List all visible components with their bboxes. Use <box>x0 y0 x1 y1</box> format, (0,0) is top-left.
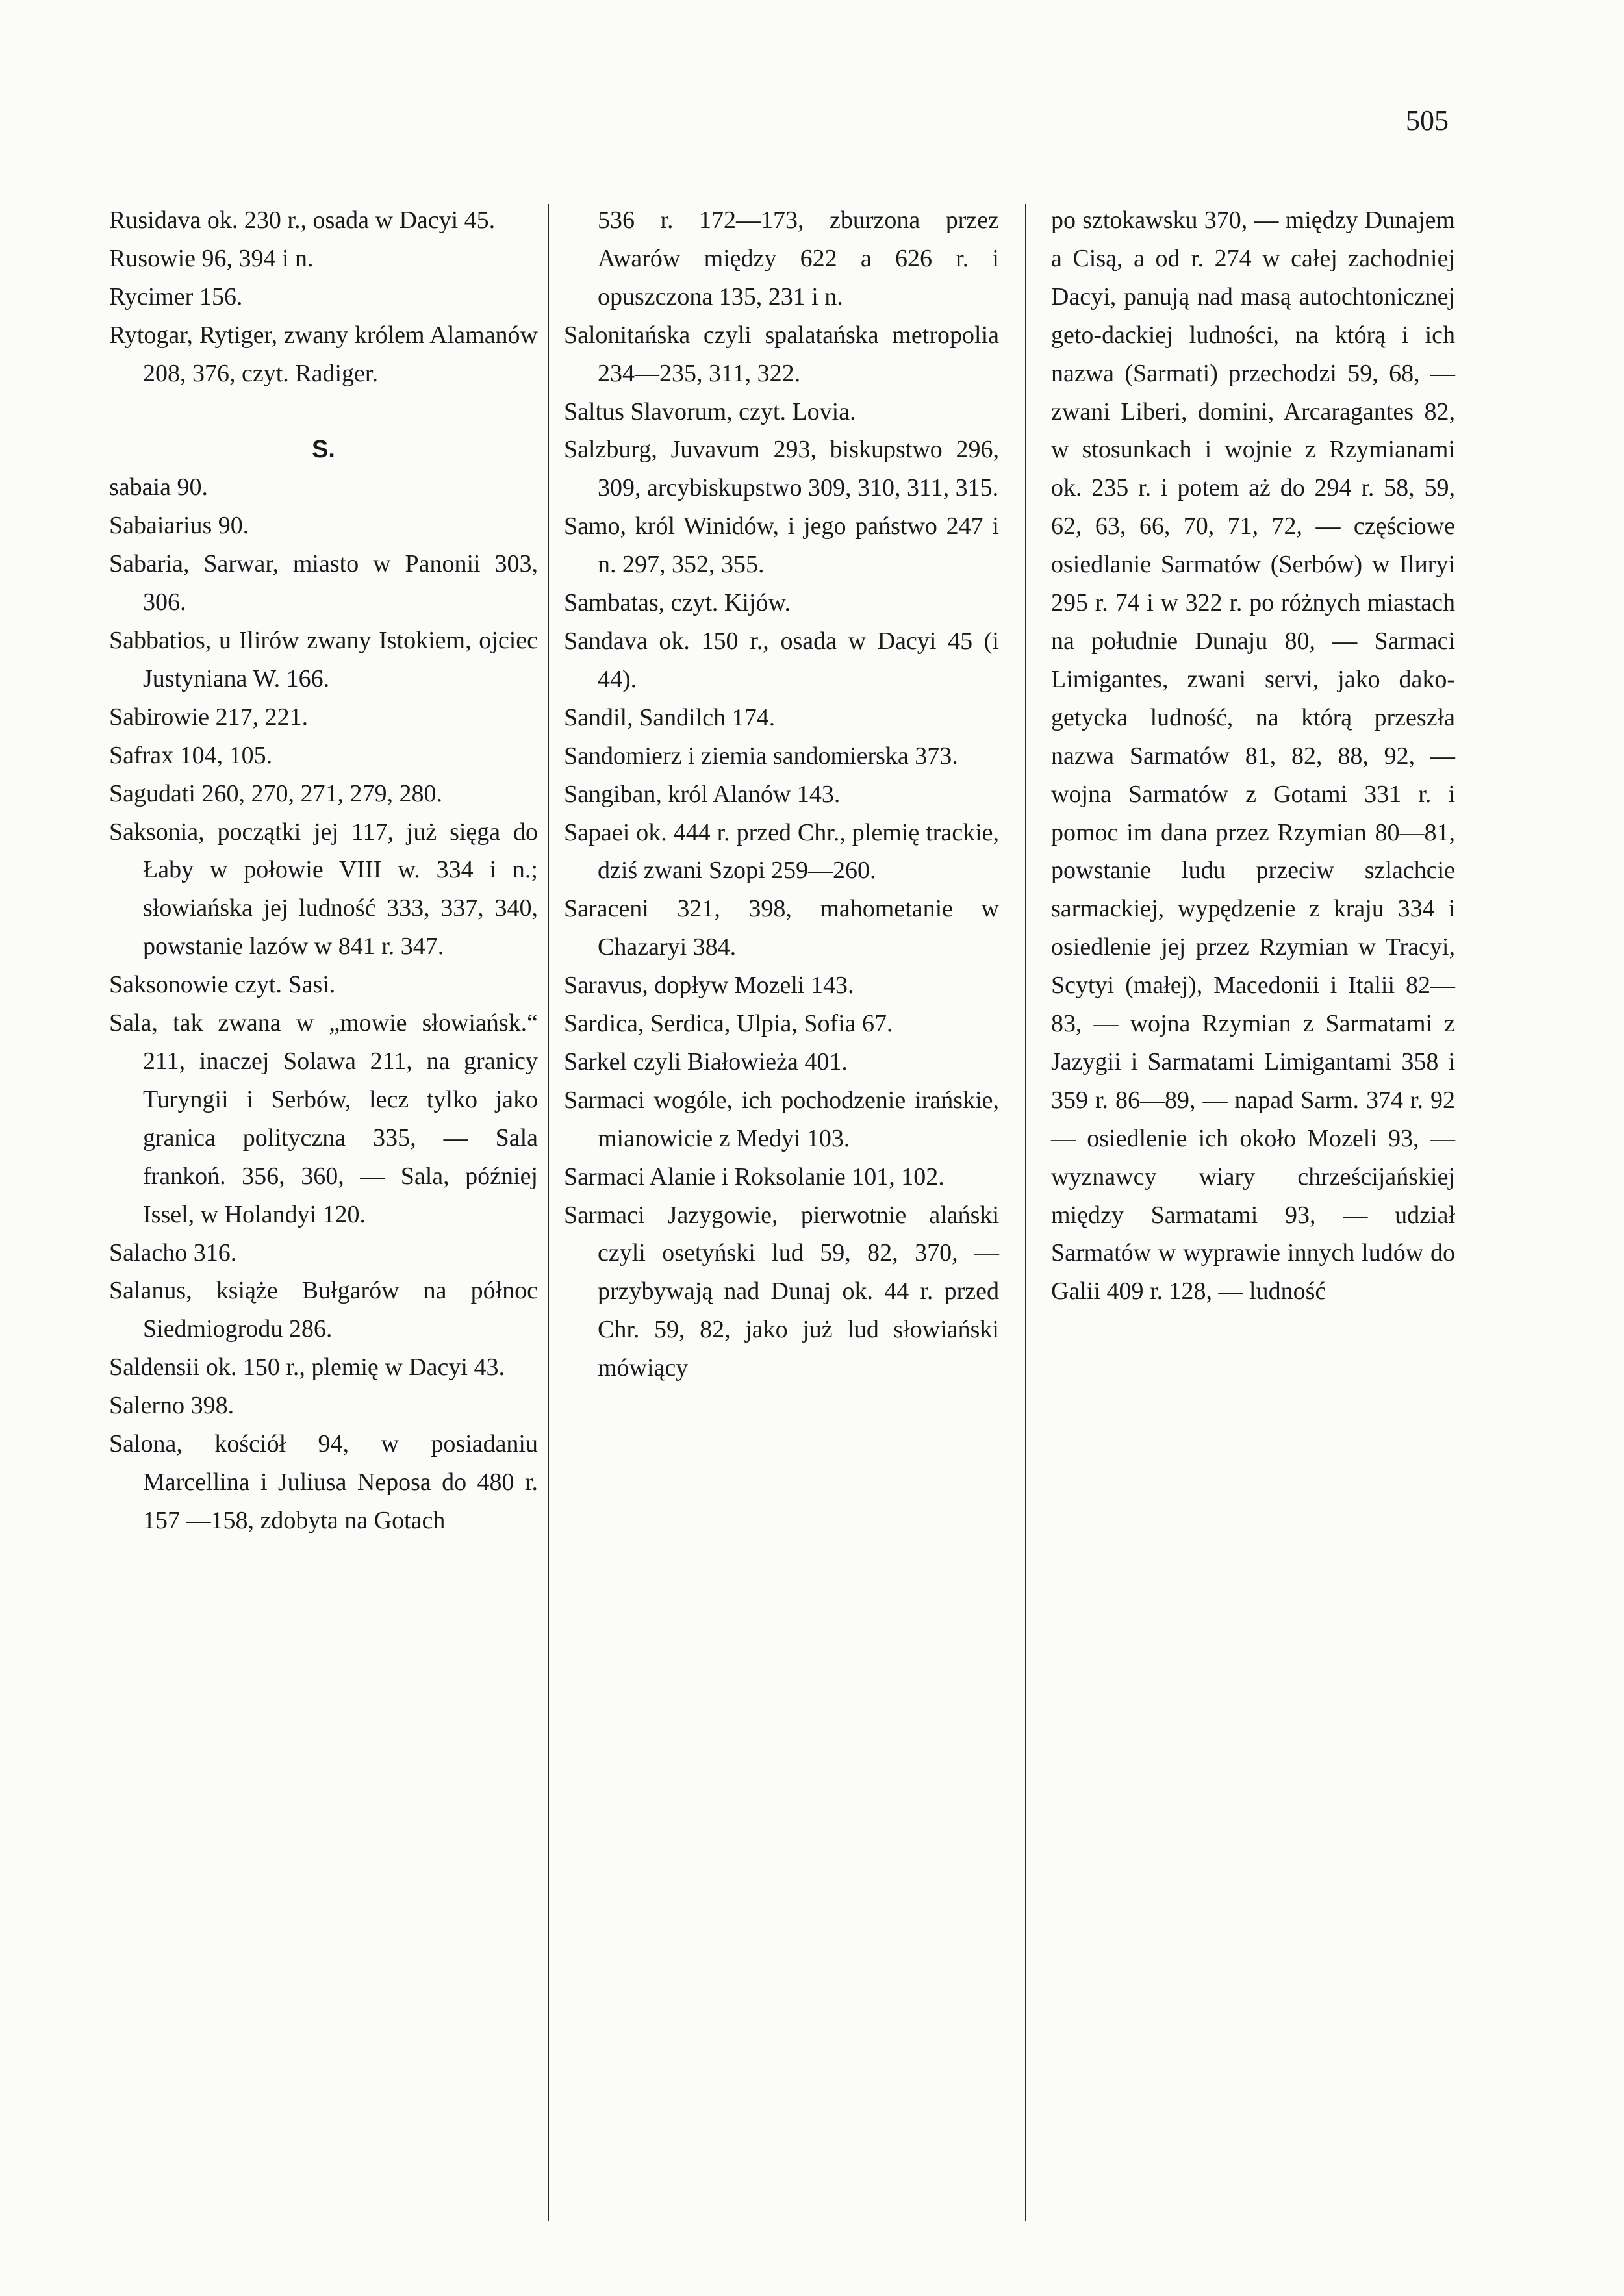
index-column-2 <box>564 201 999 1387</box>
column-rule-left <box>548 204 549 2221</box>
index-entry: Salona, kościół 94, w posiadaniu Marcellina i Juliusa Neposa do 480 r. 157 —158, zdobyta na Gotach <box>109 1430 538 1534</box>
index-entry: Salacho 316. <box>109 1239 237 1267</box>
index-entry-continued: 536 r. 172—173, zburzona przez Awarów między 622 a 626 r. i opuszczona 135, 231 i n. <box>598 207 999 310</box>
index-entry: Saraceni 321, 398, mahometanie w Chazaryi 384. <box>564 895 999 961</box>
index-entry: Rusowie 96, 394 i n. <box>109 244 314 272</box>
index-entry: Sarkel czyli Białowieża 401. <box>564 1048 848 1076</box>
index-entry: Rytogar, Rytiger, zwany królem Alamanów 208, 376, czyt. Radiger. <box>109 321 538 387</box>
index-entry: Sabaria, Sarwar, miasto w Panonii 303, 306. <box>109 550 538 616</box>
index-entry: Sandava ok. 150 r., osada w Dacyi 45 (i 44). <box>564 627 999 693</box>
index-entry: Sandomierz i ziemia sandomierska 373. <box>564 742 958 770</box>
index-entry: Sarmaci Jazygowie, pierwotnie alański czyli osetyński lud 59, 82, 370, — przybywają nad Dunaj ok. 44 r. przed Chr. 59, 82, jako już lud słowiański mówiący <box>564 1201 999 1382</box>
index-entry: Salerno 398. <box>109 1392 235 1420</box>
index-entry: Sarmaci Alanie i Roksolanie 101, 102. <box>564 1163 945 1191</box>
index-entry: Sabirowie 217, 221. <box>109 703 309 731</box>
index-entry: Sala, tak zwana w „mowie słowiańsk.“ 211, inaczej Solawa 211, na granicy Turyngii i Serbów, lecz tylko jako granica polityczna 335, — Sala frankoń. 356, 360, — Sala, później Issel, w Holandyi 120. <box>109 1009 538 1228</box>
letter-heading: S. <box>312 435 335 463</box>
index-entry: Saksonowie czyt. Sasi. <box>109 971 336 999</box>
index-entry: Saldensii ok. 150 r., plemię w Dacyi 43. <box>109 1354 505 1381</box>
index-entry: Sabbatios, u Ilirów zwany Istokiem, ojciec Justyniana W. 166. <box>109 627 538 692</box>
index-entry: Safrax 104, 105. <box>109 741 273 769</box>
index-entry: Sapaei ok. 444 r. przed Chr., plemię trackie, dziś zwani Szopi 259—260. <box>564 818 999 885</box>
index-entry: Salonitańska czyli spalatańska metropolia 234—235, 311, 322. <box>564 321 999 387</box>
index-entry: sabaia 90. <box>109 473 208 501</box>
index-entry-continued: po sztokawsku 370, — między Dunajem a Cisą, a od r. 274 w całej zachodniej Dacyi, panują nad masą autochtonicznej geto-dackiej ludności, na którą i ich nazwa (Sarmati) przechodzi 59, 68, — zwani Liberi, domini, Arcaragantes 82, w stosunkach i wojnie z Rzymianami ok. 235 r. i potem aż do 294 r. 58, 59, 62, 63, 66, 70, 71, 72, — częściowe osiedlanie Sarmatów (Serbów) w Ilиryi 295 r. 74 i w 322 r. po różnych miastach na południe Dunaju 80, — Sarmaci Limigantes, zwani servi, jako dako-getycka ludność, na którą przeszła nazwa Sarmatów 81, 82, 88, 92, — wojna Sarmatów z Gotami 331 r. i pomoc im dana przez Rzymian 80—81, powstanie ludu przeciw szlachcie sarmackiej, wypędzenie z kraju 334 i osiedlenie jej przez Rzymian w Tracyi, Scytyi (małej), Macedonii i Italii 82—83, — wojna Rzymian z Sarmatami z Jazygii i Sarmatami Limigantami 358 i 359 r. 86—89, — napad Sarm. 374 r. 92 — osiedlenie ich około Mozeli 93, — wyznawcy wiary chrześcijańskiej między Sarmatami 93, — udział Sarmatów w wyprawie innych ludów do Galii 409 r. 128, — ludność <box>1051 207 1455 1306</box>
index-entry: Sangiban, król Alanów 143. <box>564 780 841 808</box>
index-entry: Samo, król Winidów, i jego państwo 247 i n. 297, 352, 355. <box>564 512 999 579</box>
index-column-3 <box>1051 201 1455 1311</box>
index-entry: Salanus, książe Bułgarów na północ Siedmiogrodu 286. <box>109 1277 538 1343</box>
index-entry: Sambatas, czyt. Kijów. <box>564 589 791 617</box>
index-entry: Rusidava ok. 230 r., osada w Dacyi 45. <box>109 207 496 234</box>
index-entry: Sandil, Sandilch 174. <box>564 703 776 731</box>
index-entry: Rycimer 156. <box>109 283 243 310</box>
index-entry: Saravus, dopływ Mozeli 143. <box>564 972 854 1000</box>
index-entry: Saltus Slavorum, czyt. Lovia. <box>564 397 856 425</box>
index-entry: Sarmaci wogóle, ich pochodzenie irańskie, mianowicie z Medyi 103. <box>564 1086 999 1152</box>
index-column-1 <box>109 201 538 1540</box>
index-entry: Sardica, Serdica, Ulpia, Sofia 67. <box>564 1010 893 1038</box>
column-rule-right <box>1025 204 1026 2221</box>
index-entry: Sagudati 260, 270, 271, 279, 280. <box>109 779 442 807</box>
index-entry: Saksonia, początki jej 117, już sięga do Łaby w połowie VIII w. 334 i n.; słowiańska jej ludność 333, 337, 340, powstanie lazów w 841 r. 347. <box>109 818 538 961</box>
index-entry: Sabaiarius 90. <box>109 512 249 540</box>
page-number: 505 <box>1406 105 1449 136</box>
index-entry: Salzburg, Juvavum 293, biskupstwo 296, 309, arcybiskupstwo 309, 310, 311, 315. <box>564 436 999 502</box>
